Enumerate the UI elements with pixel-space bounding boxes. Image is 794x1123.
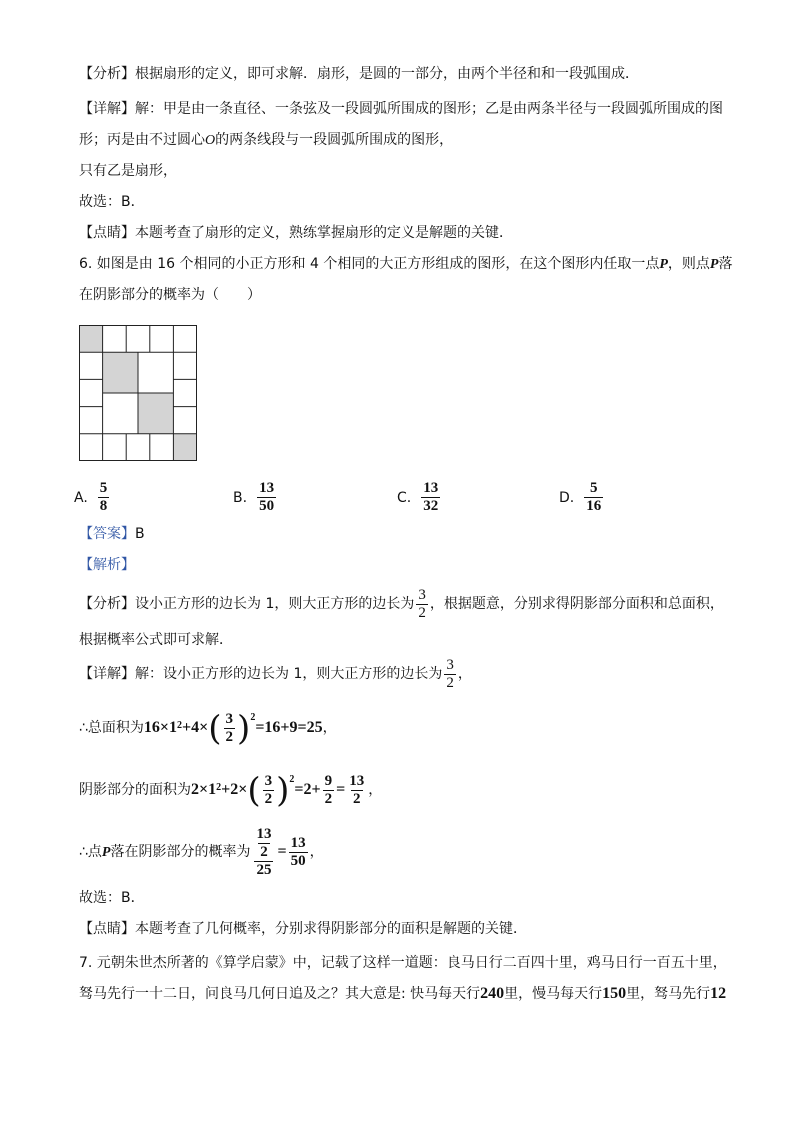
calc2-fraction bbox=[263, 773, 275, 808]
calc2-expr-a: 2×1 bbox=[191, 781, 217, 798]
q7-n1: 240 bbox=[480, 985, 505, 1002]
detail-line-2-b: 的两条线段与一段圆弧所围成的图形， bbox=[215, 132, 454, 148]
analysis-line-q6 bbox=[79, 586, 724, 622]
analysis-tag: 【分析】 bbox=[79, 66, 135, 82]
calc3-prefix-a: ∴点 bbox=[79, 844, 102, 861]
option-a-num: 5 bbox=[99, 480, 108, 496]
analysis-text: 根据扇形的定义，即可求解．扇形，是圆的一部分，由两个半径和和一段弧围成． bbox=[135, 66, 639, 82]
calc2-eq: = bbox=[336, 781, 346, 798]
q7-line1-text: 7. 元朝朱世杰所著的《算学启蒙》中，记载了这样一道题：良马日行二百四十里，鸡马日行一百五十里， bbox=[79, 955, 727, 971]
frac-num: 3 bbox=[446, 656, 454, 673]
choice-line-2-text: 故选：B． bbox=[79, 890, 145, 906]
q7-line2-b: 里，慢马每天行 bbox=[504, 986, 603, 1002]
option-a-den: 8 bbox=[99, 498, 108, 514]
q6-text-b: ，则点 bbox=[667, 256, 710, 272]
option-b-den: 50 bbox=[259, 498, 275, 514]
calc2-mid: =2+ bbox=[294, 781, 321, 798]
frac-den: 2 bbox=[260, 844, 268, 860]
answer-tag: 【答案】 bbox=[79, 526, 135, 542]
frac-num: 13 bbox=[256, 826, 272, 842]
calc1-prefix: ∴总面积为 bbox=[79, 720, 144, 736]
calc1-expr-a: 16×1 bbox=[143, 719, 178, 736]
frac-den: 2 bbox=[264, 790, 273, 807]
calc1-exp-b: 2 bbox=[250, 712, 256, 723]
option-d-fraction bbox=[584, 480, 603, 515]
option-a[interactable] bbox=[74, 480, 111, 515]
option-c-fraction bbox=[421, 480, 440, 515]
paren-right: ) bbox=[237, 708, 251, 749]
remark-line-1 bbox=[79, 223, 513, 243]
option-d[interactable] bbox=[559, 480, 605, 515]
square-grid-figure bbox=[79, 325, 197, 461]
shaded-area-line bbox=[79, 768, 382, 812]
frac-den: 2 bbox=[324, 790, 333, 807]
q7-n3: 12 bbox=[710, 985, 727, 1002]
calc2-expression bbox=[191, 770, 368, 811]
answer-line bbox=[79, 524, 145, 544]
frac-num: 3 bbox=[225, 710, 234, 727]
calc3-compound-fraction bbox=[252, 826, 275, 879]
detail-q6-text-b: ， bbox=[457, 666, 472, 682]
analysis-line-1 bbox=[79, 64, 639, 84]
choice-line-1-text: 故选：B． bbox=[79, 194, 145, 210]
remark-line-2 bbox=[79, 919, 527, 939]
paren-left: ( bbox=[247, 770, 261, 811]
analysis-line-q6-2 bbox=[79, 630, 233, 650]
frac-num: 13 bbox=[349, 772, 365, 789]
analysis-q6-tag: 【分析】 bbox=[79, 596, 135, 612]
frac-num: 3 bbox=[418, 586, 426, 603]
q6-point-P1: P bbox=[659, 257, 668, 272]
choice-line-1 bbox=[79, 192, 145, 212]
answer-value: B bbox=[135, 526, 145, 542]
option-c-num: 13 bbox=[423, 480, 439, 496]
frac-den: 2 bbox=[446, 674, 454, 691]
calc3-compound-num bbox=[252, 826, 275, 861]
detail-tag: 【详解】 bbox=[79, 101, 135, 117]
option-c-den: 32 bbox=[423, 498, 439, 514]
jiexi-tag: 【解析】 bbox=[79, 557, 135, 573]
calc1-expression bbox=[143, 708, 323, 749]
option-d-label: D. bbox=[559, 489, 575, 506]
frac-den: 2 bbox=[353, 790, 361, 807]
calc3-inner-fraction bbox=[254, 826, 273, 861]
choice-line-2 bbox=[79, 888, 145, 908]
shaded-small-square-bottom-right bbox=[173, 434, 197, 461]
option-a-label: A. bbox=[74, 489, 88, 506]
calc1-expr-b: +4× bbox=[182, 719, 209, 736]
q6-line2-text: 在阴影部分的概率为（ ） bbox=[79, 287, 261, 303]
question-7-line-2 bbox=[79, 984, 726, 1004]
calc3-outer-den: 25 bbox=[256, 862, 272, 878]
q7-n2: 150 bbox=[602, 985, 627, 1002]
detail-q6-fraction bbox=[444, 657, 456, 692]
detail-text: 解：甲是由一条直径、一条弦及一段圆弧所围成的图形；乙是由两条半径与一段圆弧所围成的图 bbox=[135, 101, 723, 117]
question-6-line-1 bbox=[79, 254, 732, 275]
point-O: O bbox=[205, 133, 216, 148]
analysis-q6-text-b: ，根据题意，分别求得阴影部分面积和总面积， bbox=[429, 596, 724, 612]
calc2-fraction-2 bbox=[323, 773, 335, 808]
option-b-label: B. bbox=[233, 489, 248, 506]
detail-line-3-text: 只有乙是扇形， bbox=[79, 163, 177, 179]
shaded-large-square-right bbox=[138, 393, 173, 434]
option-b-fraction bbox=[257, 480, 276, 515]
option-c[interactable] bbox=[397, 480, 442, 515]
detail-q6-tag: 【详解】 bbox=[79, 666, 135, 682]
option-b-num: 13 bbox=[259, 480, 275, 496]
remark-tag-2: 【点睛】 bbox=[79, 921, 135, 937]
calc2-fraction-3 bbox=[347, 773, 366, 808]
question-6-line-2 bbox=[79, 285, 261, 305]
analysis-q6-line2: 根据概率公式即可求解． bbox=[79, 632, 233, 648]
detail-line-2-a: 形；丙是由不过圆心 bbox=[79, 132, 205, 148]
frac-num: 13 bbox=[290, 835, 306, 851]
detail-line-2 bbox=[79, 130, 453, 151]
calc1-result: =16+9=25 bbox=[255, 719, 323, 736]
calc2-prefix: 阴影部分的面积为 bbox=[79, 782, 191, 798]
question-7-line-1 bbox=[79, 953, 727, 973]
calc3-expression bbox=[250, 826, 309, 878]
option-d-den: 16 bbox=[586, 498, 602, 514]
option-a-fraction bbox=[98, 480, 110, 515]
paren-right: ) bbox=[276, 770, 290, 811]
probability-line bbox=[79, 826, 324, 879]
calc3-suffix: ， bbox=[309, 844, 324, 861]
frac-den: 50 bbox=[290, 853, 306, 869]
calc3-eq: = bbox=[277, 843, 287, 861]
calc2-suffix: ， bbox=[368, 782, 383, 798]
q6-point-P2: P bbox=[709, 257, 719, 272]
jiexi-line bbox=[79, 555, 135, 575]
frac-num: 9 bbox=[324, 772, 333, 789]
detail-q6-text-a: 解：设小正方形的边长为 1，则大正方形的边长为 bbox=[135, 666, 443, 682]
remark-text-1: 本题考查了扇形的定义，熟练掌握扇形的定义是解题的关键． bbox=[135, 225, 513, 241]
paren-left: ( bbox=[208, 708, 222, 749]
calc1-exp-a: 2 bbox=[177, 720, 183, 731]
shaded-large-square-left bbox=[103, 352, 138, 393]
calc1-suffix: ， bbox=[322, 720, 337, 736]
q7-line2-a: 驽马先行一十二日，问良马几何日追及之？其大意是: 快马每天行 bbox=[79, 986, 481, 1002]
calc1-fraction bbox=[224, 711, 236, 746]
analysis-q6-text-a: 设小正方形的边长为 1，则大正方形的边长为 bbox=[135, 596, 415, 612]
q6-text-a: 6. 如图是由 16 个相同的小正方形和 4 个相同的大正方形组成的图形，在这个图形内任取一点 bbox=[79, 256, 660, 272]
q6-text-c: 落 bbox=[718, 256, 733, 272]
calc3-result-fraction bbox=[289, 835, 308, 870]
shaded-small-square-top-left bbox=[79, 325, 103, 352]
detail-line-q6 bbox=[79, 656, 472, 692]
frac-den: 2 bbox=[418, 604, 426, 621]
detail-line-1 bbox=[79, 99, 723, 119]
remark-text-2: 本题考查了几何概率，分别求得阴影部分的面积是解题的关键． bbox=[135, 921, 527, 937]
calc3-point-P: P bbox=[101, 845, 111, 861]
calc2-expr-b: +2× bbox=[221, 781, 248, 798]
option-b[interactable] bbox=[233, 480, 278, 515]
frac-num: 3 bbox=[264, 772, 273, 789]
calc2-exp-a: 2 bbox=[216, 782, 222, 793]
option-d-num: 5 bbox=[589, 480, 598, 496]
remark-tag-1: 【点睛】 bbox=[79, 225, 135, 241]
calc2-exp-b: 2 bbox=[289, 774, 295, 785]
option-c-label: C. bbox=[397, 489, 412, 506]
q7-line2-c: 里，驽马先行 bbox=[626, 986, 711, 1002]
analysis-q6-fraction bbox=[416, 587, 428, 622]
detail-line-3 bbox=[79, 161, 177, 181]
total-area-line bbox=[79, 706, 337, 750]
calc3-prefix-b: 落在阴影部分的概率为 bbox=[110, 844, 251, 861]
frac-den: 2 bbox=[225, 728, 234, 745]
